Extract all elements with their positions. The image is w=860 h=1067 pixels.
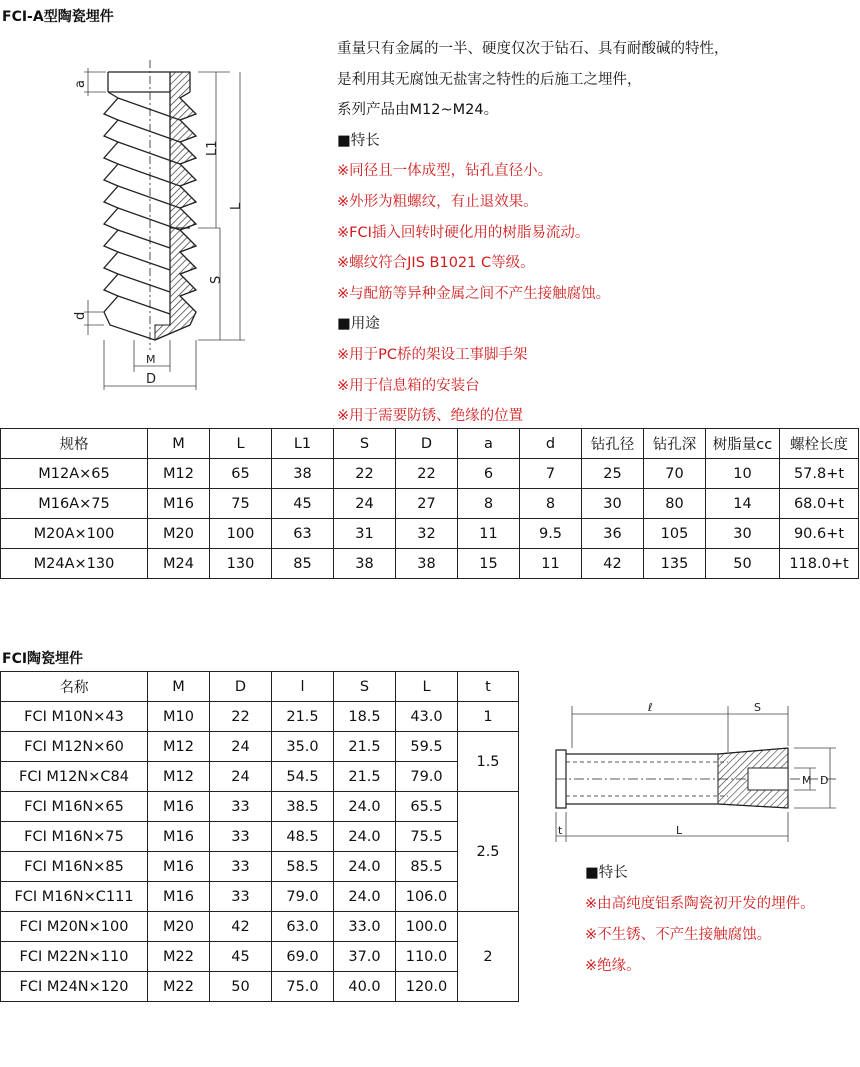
dim-label-m: M xyxy=(802,774,812,787)
table-cell: FCI M20N×100 xyxy=(1,912,148,942)
table-cell: 24.0 xyxy=(334,882,396,912)
table-cell: 24.0 xyxy=(334,822,396,852)
table-row xyxy=(1,912,519,942)
table-cell: 38 xyxy=(396,549,458,579)
table-cell: 6 xyxy=(458,459,520,489)
table-cell: 59.5 xyxy=(396,732,458,762)
table-cell: 75.5 xyxy=(396,822,458,852)
table-cell: 35.0 xyxy=(272,732,334,762)
dim-label-s: S xyxy=(754,701,761,714)
table-cell: 79.0 xyxy=(396,762,458,792)
table-cell: M20 xyxy=(148,912,210,942)
table-cell: 69.0 xyxy=(272,942,334,972)
table-cell: 100 xyxy=(210,519,272,549)
table-cell: 9.5 xyxy=(520,519,582,549)
table-cell: 68.0+t xyxy=(780,489,859,519)
table-row xyxy=(1,972,519,1002)
table-cell: 31 xyxy=(334,519,396,549)
table-header-cell: L xyxy=(396,672,458,702)
table-cell: FCI M16N×65 xyxy=(1,792,148,822)
table-cell: 33 xyxy=(210,852,272,882)
table-header-cell: d xyxy=(520,429,582,459)
table-row xyxy=(1,882,519,912)
table-cell: FCI M10N×43 xyxy=(1,702,148,732)
table-cell: M16 xyxy=(148,489,210,519)
table-cell: 42 xyxy=(210,912,272,942)
table-cell: 50 xyxy=(706,549,780,579)
table-cell: 30 xyxy=(582,489,644,519)
dim-label-D: D xyxy=(820,774,829,787)
table-cell: 38.5 xyxy=(272,792,334,822)
table-cell: 105 xyxy=(644,519,706,549)
table-cell: M12A×65 xyxy=(1,459,148,489)
table-cell: 110.0 xyxy=(396,942,458,972)
table-cell: FCI M16N×75 xyxy=(1,822,148,852)
table-header-row xyxy=(1,429,859,459)
table-cell: FCI M24N×120 xyxy=(1,972,148,1002)
table-cell: M16A×75 xyxy=(1,489,148,519)
dim-label-t: t xyxy=(558,824,563,837)
table-cell: 54.5 xyxy=(272,762,334,792)
section-a-description xyxy=(337,34,857,432)
description-line: 重量只有金属的一半、硬度仅次于钻石、具有耐酸碱的特性， xyxy=(337,41,729,57)
table-cell: 33 xyxy=(210,822,272,852)
table-cell: 100.0 xyxy=(396,912,458,942)
table-cell: M12 xyxy=(148,459,210,489)
fci-spec-table xyxy=(0,671,519,1002)
description-line: 系列产品由M12~M24。 xyxy=(337,102,499,119)
dim-label-s: S xyxy=(209,275,224,284)
table-header-cell: 规格 xyxy=(1,429,148,459)
use-item: ※用于信息箱的安装台 xyxy=(337,377,480,394)
table-cell: 21.5 xyxy=(334,732,396,762)
table-cell: 38 xyxy=(334,549,396,579)
table-header-cell: S xyxy=(334,429,396,459)
table-cell: 24 xyxy=(210,732,272,762)
description-line: 是利用其无腐蚀无盐害之特性的后施工之埋件， xyxy=(337,71,642,88)
table-cell: 42 xyxy=(582,549,644,579)
table-cell: 85 xyxy=(272,549,334,579)
table-cell: 63.0 xyxy=(272,912,334,942)
table-cell: M20A×100 xyxy=(1,519,148,549)
table-cell: 22 xyxy=(396,459,458,489)
table-cell: 85.5 xyxy=(396,852,458,882)
table-header-cell: l xyxy=(272,672,334,702)
table-row xyxy=(1,459,859,489)
table-cell: 33.0 xyxy=(334,912,396,942)
table-cell: M12 xyxy=(148,732,210,762)
table-cell: FCI M16N×C111 xyxy=(1,882,148,912)
table-cell: 11 xyxy=(520,549,582,579)
table-cell: 22 xyxy=(210,702,272,732)
table-cell: M24 xyxy=(148,549,210,579)
table-cell: 65 xyxy=(210,459,272,489)
table-header-cell: 螺栓长度 xyxy=(780,429,859,459)
table-header-cell: L xyxy=(210,429,272,459)
table-cell: 57.8+t xyxy=(780,459,859,489)
table-cell-t: 1.5 xyxy=(458,732,519,792)
table-cell: 33 xyxy=(210,792,272,822)
table-cell: 11 xyxy=(458,519,520,549)
table-cell: 33 xyxy=(210,882,272,912)
feature-item: ※同径且一体成型，钻孔直径小。 xyxy=(337,163,553,180)
table-cell: 130 xyxy=(210,549,272,579)
table-cell: M16 xyxy=(148,822,210,852)
table-header-cell: 树脂量cc xyxy=(706,429,780,459)
table-header-cell: 钻孔深 xyxy=(644,429,706,459)
table-cell: 15 xyxy=(458,549,520,579)
feature-item: ※与配筋等异种金属之间不产生接触腐蚀。 xyxy=(337,285,611,302)
feature-item: ※螺纹符合JIS B1021 C等级。 xyxy=(337,255,535,272)
table-header-cell: a xyxy=(458,429,520,459)
table-cell: 36 xyxy=(582,519,644,549)
section-b-features xyxy=(585,858,855,982)
table-cell: 106.0 xyxy=(396,882,458,912)
table-cell: M10 xyxy=(148,702,210,732)
table-cell: 24 xyxy=(334,489,396,519)
dim-label-L: L xyxy=(676,824,683,837)
table-row xyxy=(1,792,519,822)
table-header-cell: 钻孔径 xyxy=(582,429,644,459)
table-cell: FCI M22N×110 xyxy=(1,942,148,972)
table-cell: M22 xyxy=(148,942,210,972)
table-cell: 18.5 xyxy=(334,702,396,732)
table-header-cell: 名称 xyxy=(1,672,148,702)
dim-label-l: ℓ xyxy=(648,701,653,714)
dim-label-l: L xyxy=(229,202,244,210)
dim-label-D: D xyxy=(146,372,157,387)
fci-a-insert-drawing xyxy=(70,50,244,395)
table-cell: 65.5 xyxy=(396,792,458,822)
table-cell-t: 2.5 xyxy=(458,792,519,912)
feature-item: ※不生锈、不产生接触腐蚀。 xyxy=(585,927,772,943)
table-cell: 45 xyxy=(210,942,272,972)
table-cell: 10 xyxy=(706,459,780,489)
table-row xyxy=(1,732,519,762)
table-cell: 30 xyxy=(706,519,780,549)
table-cell: 50 xyxy=(210,972,272,1002)
table-cell: 79.0 xyxy=(272,882,334,912)
table-row xyxy=(1,489,859,519)
table-cell: M20 xyxy=(148,519,210,549)
table-cell: 75 xyxy=(210,489,272,519)
table-cell: 40.0 xyxy=(334,972,396,1002)
feature-item: ※绝缘。 xyxy=(585,958,641,974)
table-cell: M12 xyxy=(148,762,210,792)
table-row xyxy=(1,702,519,732)
table-cell: FCI M12N×60 xyxy=(1,732,148,762)
table-header-cell: M xyxy=(148,672,210,702)
table-cell: 90.6+t xyxy=(780,519,859,549)
table-header-cell: S xyxy=(334,672,396,702)
table-cell: 80 xyxy=(644,489,706,519)
table-cell: 32 xyxy=(396,519,458,549)
table-cell: M16 xyxy=(148,852,210,882)
dim-label-m: M xyxy=(146,353,156,366)
table-cell: 21.5 xyxy=(272,702,334,732)
table-cell: FCI M16N×85 xyxy=(1,852,148,882)
dim-label-l1: L1 xyxy=(205,140,220,156)
use-item: ※用于PC桥的架设工事脚手架 xyxy=(337,346,528,363)
uses-heading: ■用途 xyxy=(337,316,380,333)
table-cell: M22 xyxy=(148,972,210,1002)
table-cell: 14 xyxy=(706,489,780,519)
table-cell: 22 xyxy=(334,459,396,489)
table-row xyxy=(1,942,519,972)
table-cell-t: 2 xyxy=(458,912,519,1002)
table-header-cell: t xyxy=(458,672,519,702)
table-cell: 8 xyxy=(520,489,582,519)
table-header-cell: L1 xyxy=(272,429,334,459)
table-cell: 8 xyxy=(458,489,520,519)
table-cell: 75.0 xyxy=(272,972,334,1002)
table-cell: 118.0+t xyxy=(780,549,859,579)
table-row xyxy=(1,762,519,792)
use-item: ※用于需要防锈、绝缘的位置 xyxy=(337,408,524,425)
feature-item: ※外形为粗螺纹，有止退效果。 xyxy=(337,193,538,210)
table-cell: 7 xyxy=(520,459,582,489)
table-row xyxy=(1,852,519,882)
table-cell: M16 xyxy=(148,792,210,822)
table-header-cell: M xyxy=(148,429,210,459)
table-cell: 24 xyxy=(210,762,272,792)
table-header-row xyxy=(1,672,519,702)
table-cell: 27 xyxy=(396,489,458,519)
section-b-title: FCI陶瓷埋件 xyxy=(2,651,84,667)
table-cell-t: 1 xyxy=(458,702,519,732)
table-cell: 25 xyxy=(582,459,644,489)
fci-insert-drawing xyxy=(548,696,848,846)
table-cell: 135 xyxy=(644,549,706,579)
table-cell: 45 xyxy=(272,489,334,519)
table-header-cell: D xyxy=(396,429,458,459)
features-heading: ■特长 xyxy=(337,132,380,149)
dim-label-a: a xyxy=(73,80,88,88)
table-cell: 58.5 xyxy=(272,852,334,882)
feature-item: ※由高纯度铝系陶瓷初开发的埋件。 xyxy=(585,896,815,912)
table-row xyxy=(1,519,859,549)
table-cell: 38 xyxy=(272,459,334,489)
table-cell: 24.0 xyxy=(334,852,396,882)
table-row xyxy=(1,549,859,579)
table-cell: 70 xyxy=(644,459,706,489)
features-heading: ■特长 xyxy=(585,865,628,881)
table-cell: 120.0 xyxy=(396,972,458,1002)
table-cell: FCI M12N×C84 xyxy=(1,762,148,792)
table-cell: 63 xyxy=(272,519,334,549)
table-cell: 24.0 xyxy=(334,792,396,822)
table-cell: 48.5 xyxy=(272,822,334,852)
table-row xyxy=(1,822,519,852)
table-cell: M16 xyxy=(148,882,210,912)
dim-label-d: d xyxy=(73,311,88,320)
section-a-title: FCI-A型陶瓷埋件 xyxy=(2,9,114,25)
table-cell: 37.0 xyxy=(334,942,396,972)
table-header-cell: D xyxy=(210,672,272,702)
table-cell: M24A×130 xyxy=(1,549,148,579)
fci-a-spec-table xyxy=(0,428,859,579)
feature-item: ※FCI插入回转时硬化用的树脂易流动。 xyxy=(337,224,590,241)
table-cell: 21.5 xyxy=(334,762,396,792)
table-cell: 43.0 xyxy=(396,702,458,732)
